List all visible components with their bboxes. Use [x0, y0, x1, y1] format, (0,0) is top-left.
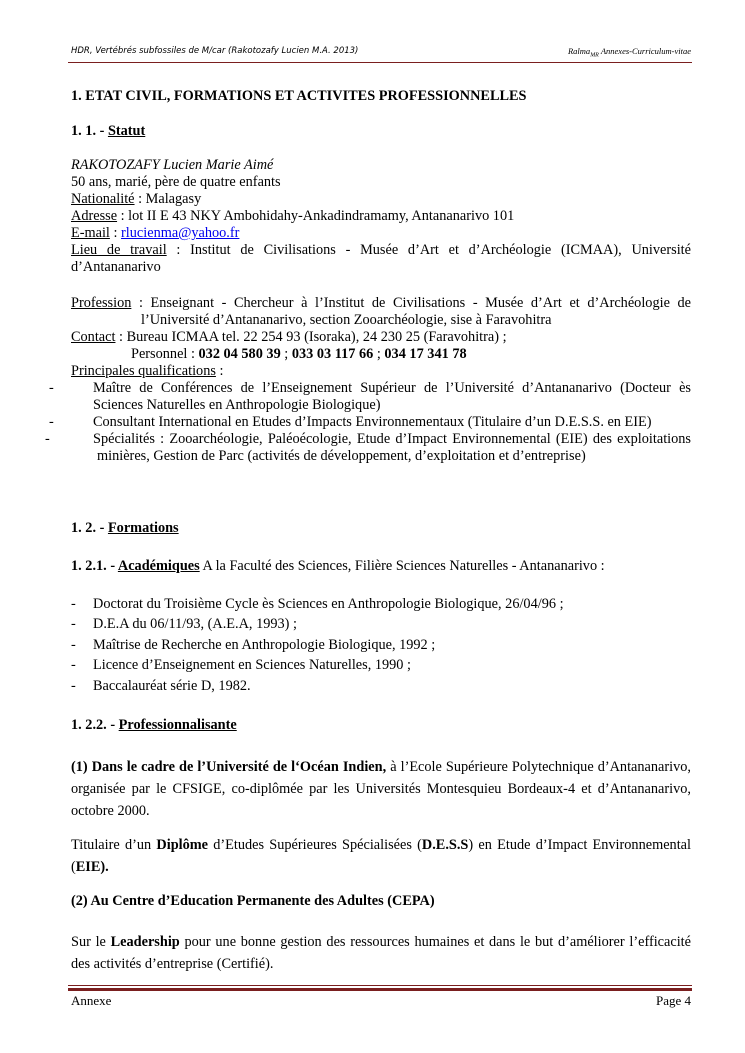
bullet-dash: - — [45, 431, 50, 447]
text-run: d’Etudes Supérieures Spécialisées ( — [208, 837, 422, 853]
phone-1: 032 04 580 39 — [198, 346, 281, 362]
page-number: Page 4 — [655, 993, 691, 1008]
contact-line — [71, 329, 691, 346]
header-right-sub: MR — [590, 52, 599, 59]
qualification-item — [45, 431, 691, 465]
bullet-dash: - — [71, 657, 76, 674]
subsection-title: Académiques — [117, 558, 200, 574]
email-label: E-mail — [71, 225, 110, 241]
subsection-number: 1. 1. - — [71, 123, 108, 139]
contact-personal-line — [71, 346, 691, 363]
bullet-dash: - — [71, 616, 76, 633]
address-line — [71, 208, 691, 225]
email-link[interactable]: rlucienma@yahoo.fr — [121, 225, 240, 241]
paragraph-universite — [71, 756, 691, 822]
header-right — [568, 46, 691, 59]
profession-line-1 — [71, 295, 691, 312]
qualifications-label: Principales qualifications — [71, 363, 216, 379]
list-item — [71, 678, 691, 695]
list-item-text: Licence d’Enseignement en Sciences Naturelles, 1990 ; — [93, 657, 411, 674]
list-item-text: D.E.A du 06/11/93, (A.E.A, 1993) ; — [93, 616, 297, 633]
text-run-bold: EIE). — [75, 859, 109, 875]
subsection-number: 1. 2. - — [71, 520, 108, 536]
profession-value-1: : Enseignant - Chercheur à l’Institut de Civilisations - Musée d’Art et d’Archéologie de — [131, 295, 691, 311]
list-item-text: Maîtrise de Recherche en Anthropologie Biologique, 1992 ; — [93, 636, 436, 653]
header-right-pre: Ralma — [567, 46, 591, 56]
footer-rule-thick — [68, 988, 692, 991]
list-item-text: Baccalauréat série D, 1982. — [93, 677, 251, 694]
qualifications-colon: : — [215, 363, 224, 379]
address-label: Adresse — [71, 208, 118, 224]
subsection-title: Formations — [107, 520, 179, 536]
phone-2: 033 03 117 66 — [291, 346, 374, 362]
person-age: 50 ans, marié, père de quatre enfants — [71, 174, 281, 190]
text-run: Titulaire d’un — [71, 837, 157, 853]
qualifications-heading — [71, 363, 691, 380]
text-run-bold: Diplôme — [156, 837, 209, 853]
list-item — [71, 657, 691, 674]
email-line — [71, 225, 691, 242]
section-title: 1. ETAT CIVIL, FORMATIONS ET ACTIVITES PROFESSIONNELLES — [71, 88, 527, 104]
subsection-title: Professionnalisante — [118, 717, 237, 733]
paragraph-diplome — [71, 834, 691, 878]
nationality-value: : Malagasy — [134, 191, 202, 207]
contact-label: Contact — [71, 329, 116, 345]
address-value: : lot II E 43 NKY Ambohidahy-Ankadindramamy, Antananarivo 101 — [117, 208, 515, 224]
nationality-label: Nationalité — [71, 191, 135, 207]
bullet-dash: - — [49, 414, 54, 430]
paragraph-text: à l’Ecole Supérieure Polytechnique d’Antananarivo, organisée par le CFSIGE, co-diplômée par les Universités Montesquieu Bordeaux-4 et d’Antananarivo, octobre 2000. — [71, 759, 691, 819]
contact-personal-label: Personnel : — [131, 346, 199, 362]
subsection-academiques — [71, 558, 691, 575]
header-rule — [68, 62, 692, 63]
person-name: RAKOTOZAFY Lucien Marie Aimé — [71, 157, 274, 173]
phone-sep-1: ; — [280, 346, 292, 362]
contact-value: : Bureau ICMAA tel. 22 254 93 (Isoraka), 24 230 25 (Faravohitra) ; — [115, 329, 507, 345]
email-separator: : — [109, 225, 122, 241]
qualification-text: Maître de Conférences de l’Enseignement Supérieur de l’Université d’Antananarivo (Docteur ès Sciences Naturelles en Anthropologie Biologique) — [93, 380, 691, 413]
header-left: HDR, Vertébrés subfossiles de M/car (Rakotozafy Lucien M.A. 2013) — [71, 46, 359, 56]
paragraph-cepa-heading: (2) Au Centre d’Education Permanente des Adultes (CEPA) — [71, 893, 435, 909]
nationality-line — [71, 191, 691, 208]
bullet-dash: - — [71, 596, 76, 612]
qualification-text: Consultant International en Etudes d’Impacts Environnementaux (Titulaire d’un D.E.S.S. en EIE) — [93, 414, 652, 430]
profession-block — [45, 295, 691, 465]
subsection-number: 1. 2.1. - — [71, 558, 118, 574]
text-run-bold: D.E.S.S — [421, 837, 469, 853]
subsection-intro: A la Faculté des Sciences, Filière Sciences Naturelles - Antananarivo : — [199, 558, 605, 574]
bullet-dash: - — [71, 636, 76, 653]
workplace-label: Lieu de travail — [71, 242, 167, 258]
subsection-number: 1. 2.2. - — [71, 717, 119, 733]
phone-sep-2: ; — [373, 346, 385, 362]
bullet-dash: - — [71, 677, 76, 694]
list-item — [71, 596, 691, 613]
profession-label: Profession — [71, 295, 132, 311]
paragraph-leadership — [71, 931, 691, 975]
list-item-text: Doctorat du Troisième Cycle ès Sciences en Anthropologie Biologique, 26/04/96 ; — [93, 596, 564, 612]
workplace-line — [71, 242, 691, 276]
qualification-item — [49, 414, 691, 431]
subsection-title: Statut — [107, 123, 146, 139]
text-run: ) en Etude d’Impact Environnemental ( — [71, 837, 691, 875]
phone-3: 034 17 341 78 — [384, 346, 467, 362]
subsection-professionnalisante — [71, 717, 691, 734]
workplace-value: : Institut de Civilisations - Musée d’Art et d’Archéologie (ICMAA), Université d’Antananarivo — [71, 242, 691, 275]
subsection-statut — [71, 123, 691, 140]
footer-rule-thin — [68, 985, 692, 986]
list-item — [71, 616, 691, 633]
statut-block — [71, 157, 691, 276]
footer-left: Annexe — [71, 993, 112, 1008]
list-item — [71, 637, 691, 654]
text-run-bold: Leadership — [110, 934, 180, 950]
qualification-text: Spécialités : Zooarchéologie, Paléoécologie, Etude d’Impact Environnemental (EIE) des exploitations minières, Gestion de Parc (activités de développement, d’exploitation et d’entreprise) — [93, 431, 691, 464]
academic-list — [71, 596, 691, 695]
bullet-dash: - — [49, 380, 54, 396]
paragraph-lead: (1) Dans le cadre de l’Université de l‘Océan Indien, — [71, 759, 387, 775]
profession-line-2: l’Université d’Antananarivo, section Zooarchéologie, sise à Faravohitra — [141, 312, 552, 328]
text-run: Sur le — [71, 934, 111, 950]
header-right-post: Annexes-Curriculum-vitae — [598, 46, 691, 56]
qualification-item — [49, 380, 691, 414]
subsection-formations — [71, 520, 691, 537]
text-run: pour une bonne gestion des ressources humaines et dans le but d’améliorer l’efficacité des activités d’entreprise (Certifié). — [71, 934, 692, 972]
